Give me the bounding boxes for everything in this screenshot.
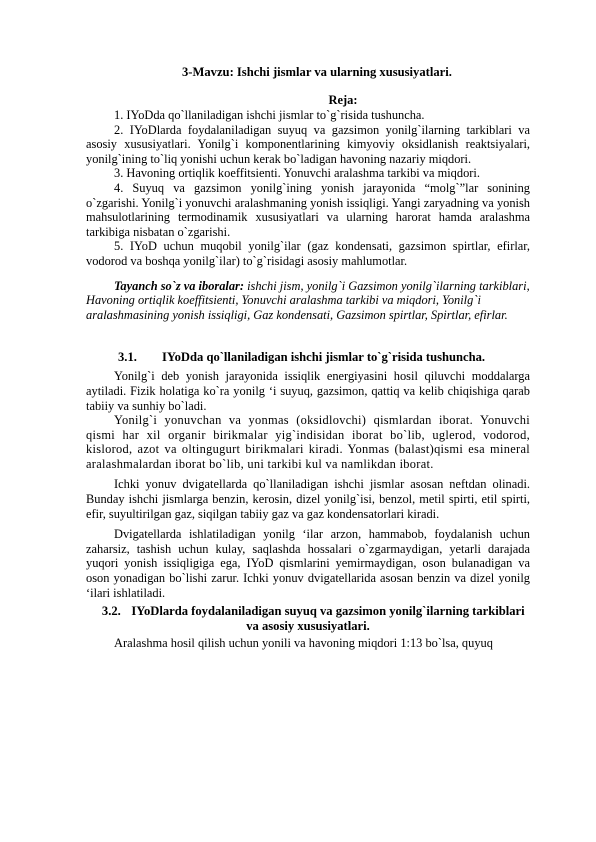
keywords-block: [86, 279, 530, 323]
plan-list: [86, 108, 530, 269]
keywords-lead: Tayanch so`z va iboralar:: [114, 278, 244, 293]
plan-item: 1. IYoDda qo`llaniladigan ishchi jismlar to`g`risida tushuncha.: [114, 108, 425, 122]
document-content: [86, 64, 530, 651]
section-1-paragraph: Ichki yonuv dvigatellarda qo`llaniladigan ishchi jismlar asosan neftdan olinadi. Bunday ishchi jismlarga benzin, kerosin, dizel yonilg`isi, benzol, metil spirti, etil spirti, efir, suyultirilgan gaz, siqilgan tabiiy gaz va gaz kondensatorlari kiradi.: [86, 477, 530, 521]
section-1-heading: [86, 350, 530, 365]
keywords-text: ishchi jism, yonilg`i Gazsimon yonilg`ilarning tarkiblari, Havoning ortiqlik koeffitsienti, Yonuvchi aralashma tarkibi va miqdori, Yonilg`i aralashmasining yonish issiqligi, Gaz kondensati, Gazsimon spirtlar, Spirtlar, efirlar.: [86, 278, 530, 322]
section-1-title: IYoDda qo`llaniladigan ishchi jismlar to`g`risida tushuncha.: [162, 350, 486, 365]
section-1-paragraph: Yonilg`i deb yonish jarayonida issiqlik energiyasini hosil qiluvchi moddalarga aytiladi. Fizik holatiga ko`ra yonilg ‘i suyuq, gazsimon, qattiq va kelib chiqishiga qarab tabiiy va sunhiy bo`ladi.: [86, 369, 530, 413]
section-2-heading: [86, 604, 530, 634]
section-1-paragraph: Dvigatellarda ishlatiladigan yonilg ‘ilar arzon, hammabob, foydalanish uchun zaharsiz, tashish uchun kulay, saqlashda hossalari o`zgarmaydigan, yetarli darajada yuqori yonish issiqligiga ega, IYoD qismlarini yemirmaydigan, oson bulanadigan va oson yonadigan bo`lishi zarur. Ichki yonuv dvigatellarida asosan benzin va dizel yonilg ‘ilari ishlatiladi.: [86, 527, 530, 600]
plan-item: 5. IYoD uchun muqobil yonilg`ilar (gaz kondensati, gazsimon spirtlar, efirlar, vodorod va boshqa yonilg`ilar) to`g`risidagi asosiy mahlumotlar.: [86, 239, 530, 268]
plan-heading: Reja:: [328, 93, 358, 107]
plan-item: 3. Havoning ortiqlik koeffitsienti. Yonuvchi aralashma tarkibi va miqdori.: [114, 166, 480, 181]
plan-item: 4. Suyuq va gazsimon yonilg`ining yonish jarayonida “molg`”lar sonining o`zgarishi. Yonilg`i yonuvchi aralashmaning yonish issiqligi. Yangi zaryadning va yonish mahsulotlarining termodinamik xususiyatlari va ularning harorat hamda aralashma tarkibiga nisbatan o`zgarishi.: [86, 180, 530, 239]
document-title: 3-Mavzu: Ishchi jismlar va ularning xususiyatlari.: [182, 65, 452, 79]
section-1-number: 3.1.: [118, 350, 137, 365]
section-1-paragraph: Yonilg`i yonuvchan va yonmas (oksidlovchi) qismlardan iborat. Yonuvchi qismi har xil organir birikmalar yig`indisidan iborat bo`lib, uglerod, vodorod, kislorod, azot va oltingugurt birikmalari kiradi. Yonmas (balast)qismi esa mineral aralashmalardan iborat bo`lib, uni tarkibi kul va namlikdan iborat.: [86, 413, 530, 471]
section-2-paragraph: Aralashma hosil qilish uchun yonili va havoning miqdori 1:13 bo`lsa, quyuq: [114, 636, 493, 651]
plan-item: 2. IYoDlarda foydalaniladigan suyuq va gazsimon yonilg`ilarning tarkiblari va asosiy xususiyatlari. Yonilg`i komponentlarining kimyoviy oksidlanish reaktsiyalari, yonilg`ining to`liq yonishi uchun kerak bo`ladigan havoning nazariy miqdori.: [86, 122, 530, 166]
section-2-number: 3.2.: [101, 604, 121, 619]
section-2-title: IYoDlarda foydalaniladigan suyuq va gazsimon yonilg`ilarning tarkiblari va asosiy xususiyatlari.: [131, 604, 525, 634]
